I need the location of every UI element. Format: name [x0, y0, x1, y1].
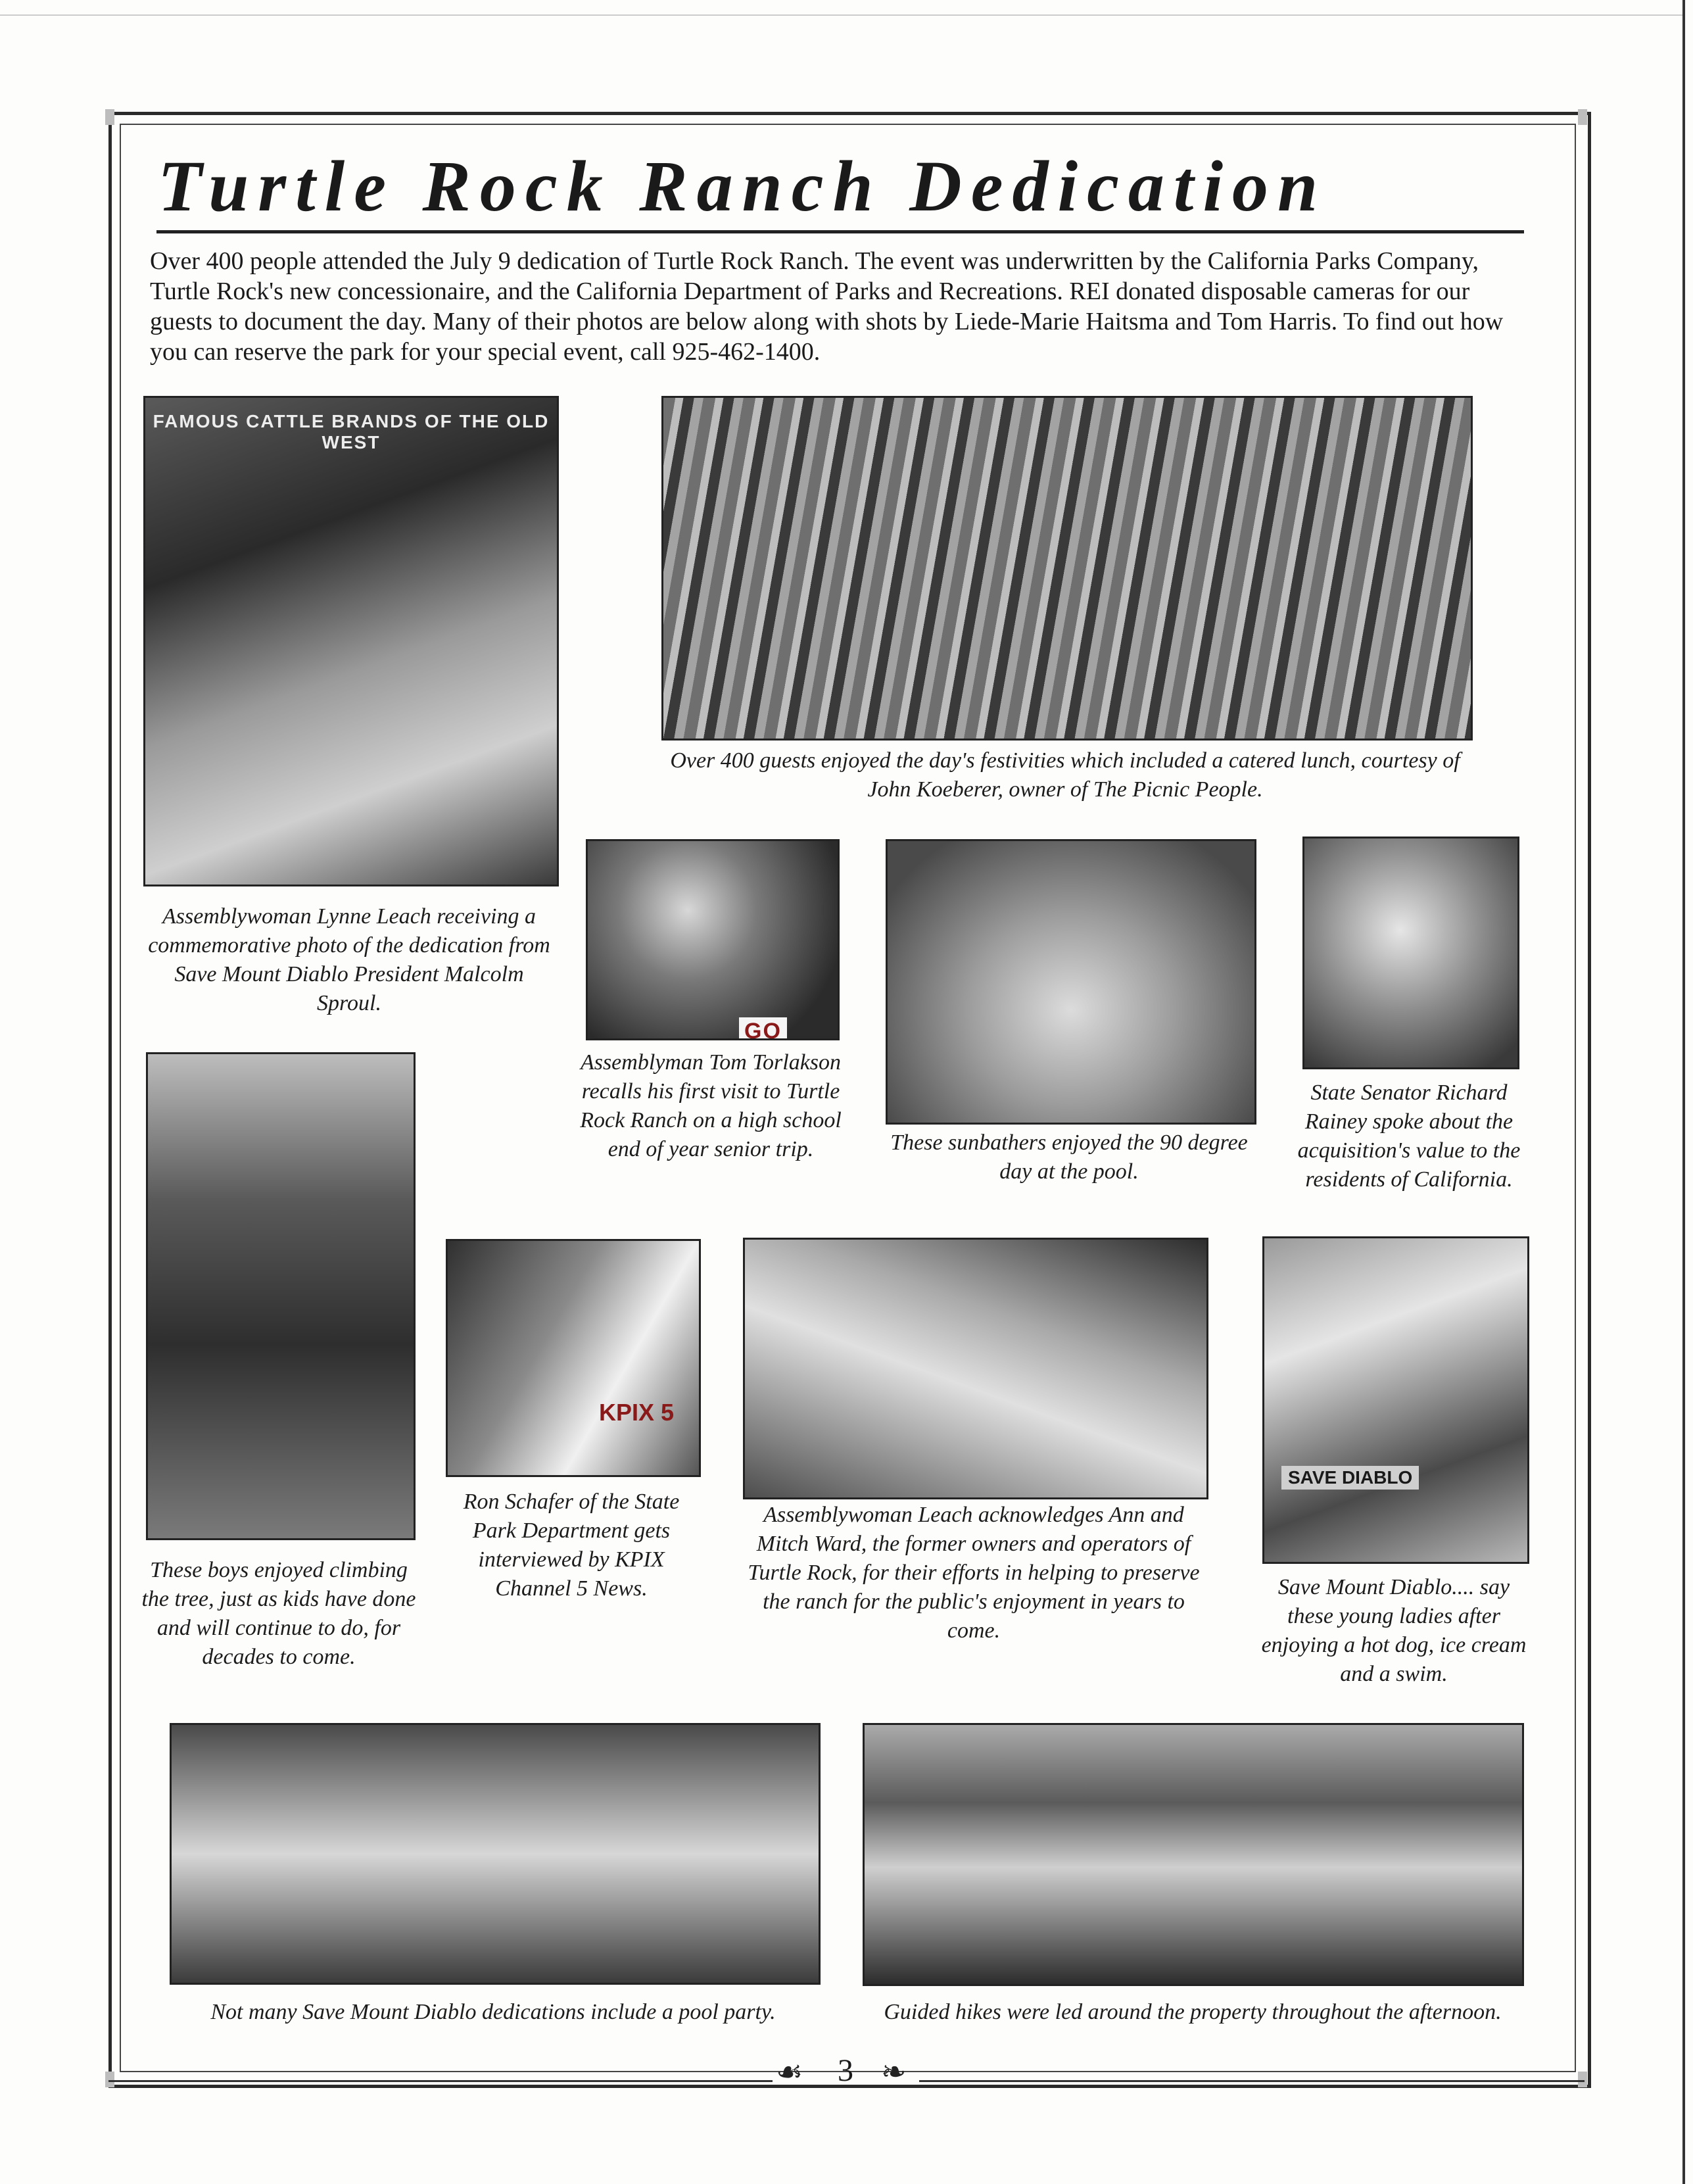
page-title: Turtle Rock Ranch Dedication [158, 146, 1327, 226]
footer-ornament-right-icon: ❧ [881, 2055, 907, 2089]
frame-corner-tr [1578, 109, 1587, 125]
photo-torlakson [586, 839, 840, 1040]
page-number: 3 [838, 2053, 853, 2088]
photo-leach-sproul [143, 396, 559, 886]
kpix-shirt-text: KPIX 5 [599, 1399, 675, 1426]
frame-corner-br [1578, 2072, 1587, 2087]
photo-young-ladies [1262, 1236, 1529, 1564]
photo-leach-wards [743, 1238, 1208, 1499]
title-underline [156, 230, 1524, 233]
caption-pool-party: Not many Save Mount Diablo dedications include a pool party. [210, 2000, 776, 2024]
caption-leach-photo: Assemblywoman Lynne Leach receiving a commemorative photo of the dedication from Save Mount Diablo President Malcolm Sproul. [148, 904, 550, 1015]
photo-pool-party [170, 1723, 821, 1985]
frame-corner-tl [105, 109, 114, 125]
footer-rule-right [919, 2080, 1585, 2082]
photo-rainey [1302, 837, 1519, 1069]
photo-sunbathers [886, 839, 1256, 1125]
caption-boys-tree: These boys enjoyed climbing the tree, just as kids have done and will continue to do, for decades to come. [141, 1558, 416, 1669]
frame-corner-bl [105, 2072, 114, 2087]
caption-rainey: State Senator Richard Rainey spoke about the acquisition's value to the residents of California. [1297, 1080, 1521, 1192]
caption-ward: Assemblywoman Leach acknowledges Ann and Mitch Ward, the former owners and operators of Turtle Rock, for their efforts in helping to preserve the ranch for the public's enjoyment in years to come. [748, 1503, 1200, 1643]
intro-paragraph: Over 400 people attended the July 9 dedication of Turtle Rock Ranch. The event was underwritten by the California Parks Company, Turtle Rock's new concessionaire, and the California Department of Parks and Recreations. REI donated disposable cameras for our guests to document the day. Many of their photos are below along with shots by Liede-Marie Haitsma and Tom Harris. To find out how you can reserve the park for your special event, call 925-462-1400. [150, 247, 1504, 366]
caption-torlakson: Assemblyman Tom Torlakson recalls his first visit to Turtle Rock Ranch on a high school end of year senior trip. [580, 1050, 842, 1161]
footer-rule-left [108, 2080, 773, 2082]
caption-young-ladies: Save Mount Diablo.... say these young ladies after enjoying a hot dog, ice cream and a swim. [1261, 1575, 1527, 1686]
photo-guided-hike [863, 1723, 1524, 1986]
photo-boys-tree [146, 1052, 416, 1540]
caption-sunbathers: These sunbathers enjoyed the 90 degree day at the pool. [890, 1130, 1248, 1184]
page-right-edge [1682, 0, 1685, 2184]
footer-ornament-left-icon: ☙ [776, 2055, 803, 2089]
caption-crowd: Over 400 guests enjoyed the day's festivities which included a catered lunch, courtesy of John Koeberer, owner of The Picnic People. [670, 748, 1460, 802]
save-diablo-sign: SAVE DIABLO [1281, 1466, 1419, 1490]
photo-crowd-lunch [661, 396, 1473, 740]
top-edge-line [0, 14, 1683, 16]
caption-hikes: Guided hikes were led around the property throughout the afternoon. [884, 2000, 1502, 2024]
photo-schafer-kpix [446, 1239, 701, 1477]
shirt-logo-text: GO [739, 1017, 787, 1040]
cattle-brands-sign: FAMOUS CATTLE BRANDS OF THE OLD WEST [153, 411, 550, 452]
caption-schafer: Ron Schafer of the State Park Department gets interviewed by KPIX Channel 5 News. [463, 1490, 680, 1601]
